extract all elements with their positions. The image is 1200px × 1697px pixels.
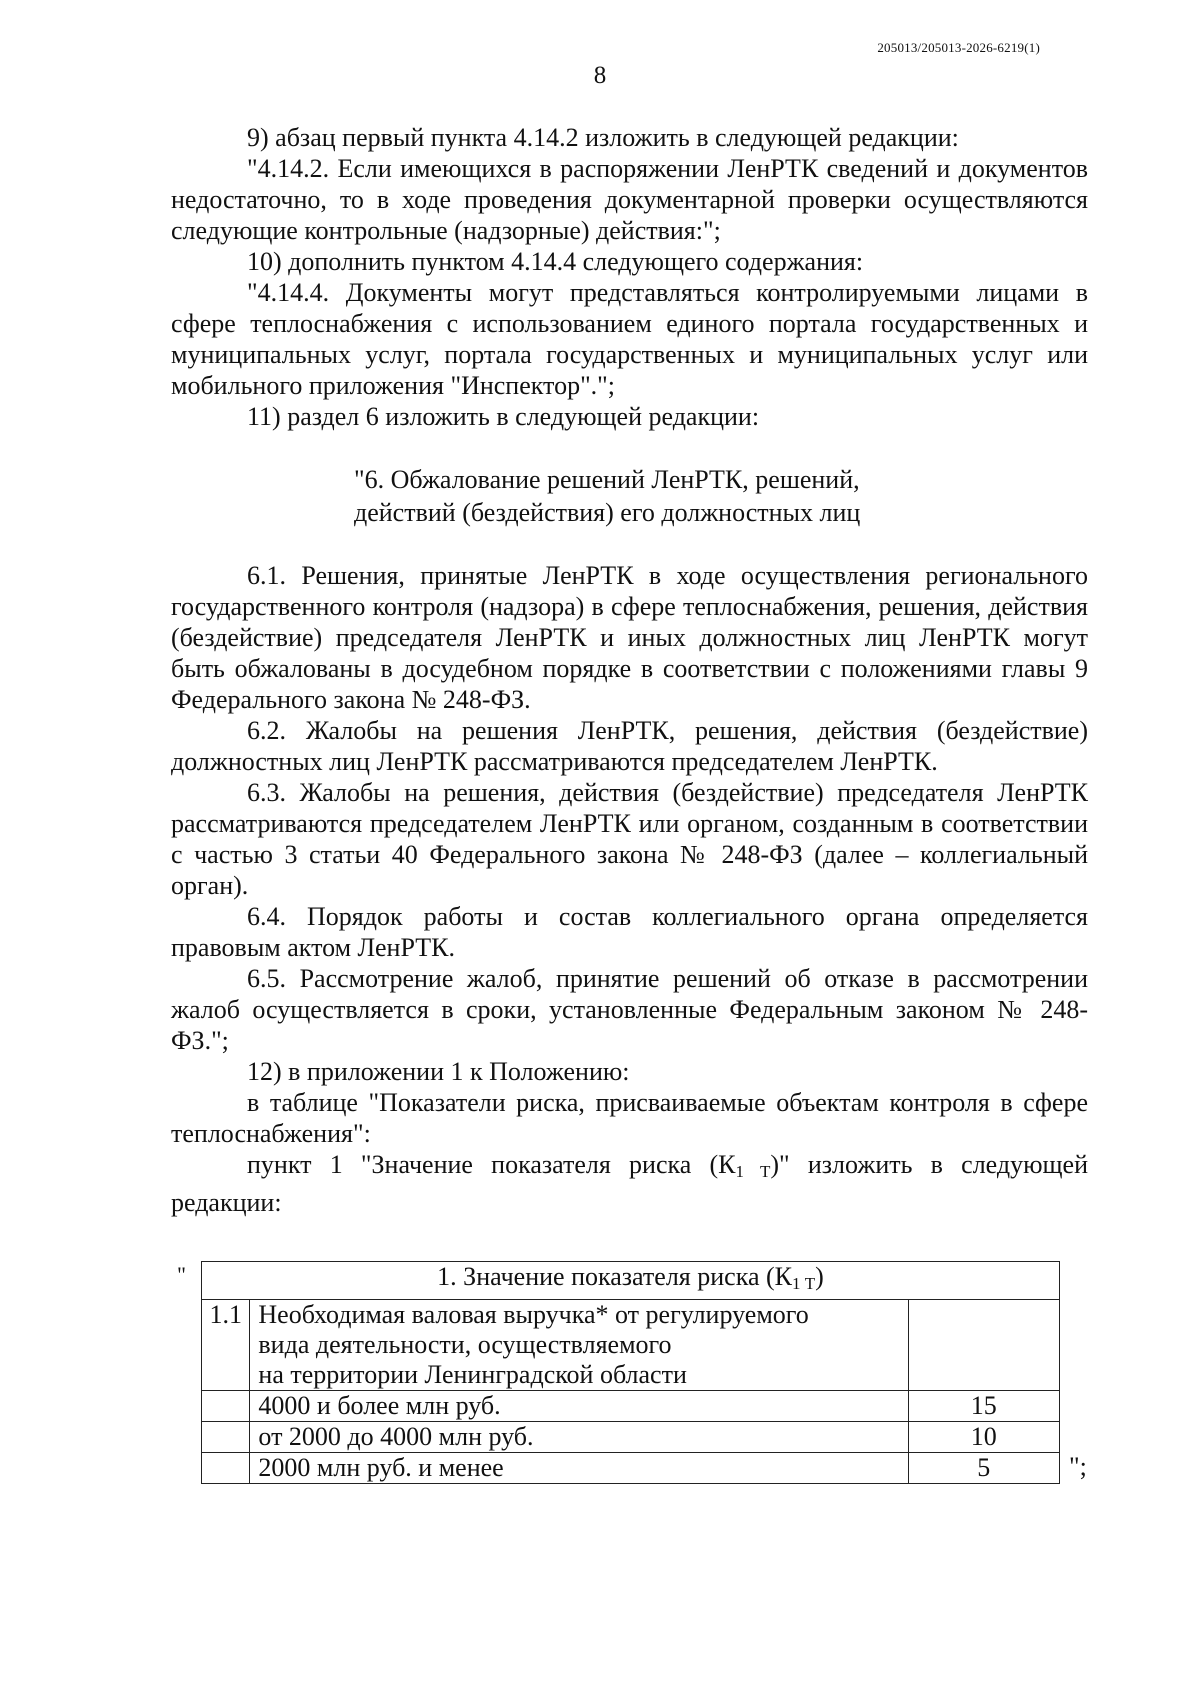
table-row — [202, 1300, 1060, 1391]
table-title-prefix: 1. Значение показателя риска (К — [437, 1262, 792, 1291]
section-heading-line: "6. Обжалование решений ЛенРТК, решений, — [354, 465, 860, 494]
paragraph: 6.5. Рассмотрение жалоб, принятие решений об отказе в рассмотрении жалоб осуществляется в сроки, установленные Федеральным законом № 248-ФЗ."; — [171, 964, 1088, 1055]
table-row — [202, 1453, 1060, 1484]
item-intro-suffix: )" изложить в следующей редакции: — [171, 1150, 1089, 1217]
risk-table-block — [171, 1261, 1088, 1484]
row-label-line: на территории Ленинградской области — [258, 1360, 687, 1389]
paragraph: 9) абзац первый пункта 4.14.2 изложить в следующей редакции: — [247, 123, 959, 152]
paragraph: "4.14.4. Документы могут представляться контролируемыми лицами в сфере теплоснабжения с использованием единого портала государственных и муниципальных услуг, портала государственных и муниципальных услуг или мобильного приложения "Инспектор"."; — [171, 278, 1088, 400]
row-label-line: Необходимая валовая выручка* от регулируемого — [258, 1300, 809, 1329]
item-intro-prefix: пункт 1 "Значение показателя риска (К — [247, 1150, 736, 1179]
document-body — [171, 122, 1088, 1484]
row-label — [250, 1300, 908, 1391]
row-score: 5 — [908, 1453, 1059, 1484]
paragraph: 12) в приложении 1 к Положению: — [247, 1057, 630, 1086]
section-heading — [171, 463, 1088, 529]
table-title-subscript: 1 Т — [792, 1274, 816, 1293]
paragraph: 6.4. Порядок работы и состав коллегиального органа определяется правовым актом ЛенРТК. — [171, 902, 1088, 962]
row-number — [202, 1391, 250, 1422]
section-heading-line: действий (бездействия) его должностных лиц — [354, 498, 861, 527]
paragraph — [171, 1149, 1088, 1218]
table-row — [202, 1391, 1060, 1422]
paragraph: 11) раздел 6 изложить в следующей редакции: — [247, 402, 760, 431]
table-open-quote: " — [177, 1262, 186, 1287]
row-score — [908, 1300, 1059, 1391]
row-label: 2000 млн руб. и менее — [250, 1453, 908, 1484]
risk-table — [201, 1261, 1060, 1484]
row-label-line: вида деятельности, осуществляемого — [258, 1330, 672, 1359]
paragraph: 6.3. Жалобы на решения, действия (бездействие) председателя ЛенРТК рассматриваются председателем ЛенРТК или органом, созданным в соответствии с частью 3 статьи 40 Федерального закона № 248-ФЗ (далее – коллегиальный орган). — [171, 778, 1088, 900]
paragraph: "4.14.2. Если имеющихся в распоряжении ЛенРТК сведений и документов недостаточно, то в ходе проведения документарной проверки осуществляются следующие контрольные (надзорные) действия:"; — [171, 154, 1088, 245]
table-title-cell — [202, 1262, 1060, 1300]
paragraph: в таблице "Показатели риска, присваиваемые объектам контроля в сфере теплоснабжения": — [171, 1088, 1088, 1148]
row-score: 15 — [908, 1391, 1059, 1422]
table-title-row — [202, 1262, 1060, 1300]
table-title-suffix: ) — [815, 1262, 824, 1291]
row-number: 1.1 — [202, 1300, 250, 1391]
table-close-quote: "; — [1069, 1452, 1087, 1481]
paragraph: 10) дополнить пунктом 4.14.4 следующего содержания: — [247, 247, 864, 276]
item-intro-subscript: 1 Т — [735, 1162, 771, 1181]
document-code: 205013/205013-2026-6219(1) — [877, 40, 1040, 55]
row-score: 10 — [908, 1422, 1059, 1453]
page-number: 8 — [593, 62, 607, 89]
row-number — [202, 1453, 250, 1484]
row-label: от 2000 до 4000 млн руб. — [250, 1422, 908, 1453]
paragraph: 6.1. Решения, принятые ЛенРТК в ходе осуществления регионального государственного контроля (надзора) в сфере теплоснабжения, решения, действия (бездействие) председателя ЛенРТК и иных должностных лиц ЛенРТК могут быть обжалованы в досудебном порядке в соответствии с положениями главы 9 Федерального закона № 248-ФЗ. — [171, 561, 1088, 714]
row-number — [202, 1422, 250, 1453]
row-label: 4000 и более млн руб. — [250, 1391, 908, 1422]
paragraph: 6.2. Жалобы на решения ЛенРТК, решения, действия (бездействие) должностных лиц ЛенРТК рассматриваются председателем ЛенРТК. — [171, 716, 1088, 776]
table-row — [202, 1422, 1060, 1453]
